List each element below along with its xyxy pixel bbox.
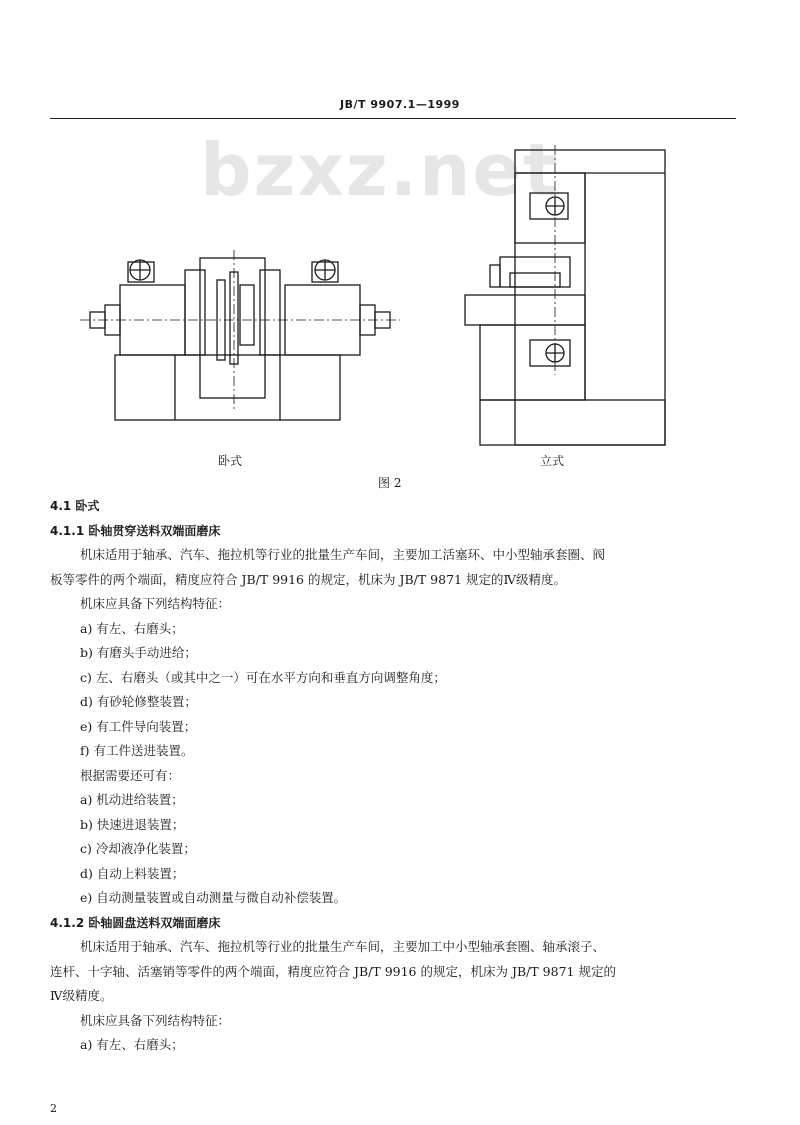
paragraph-line: e) 自动测量装置或自动测量与微自动补偿装置。 <box>80 890 347 905</box>
figure-caption: 图 2 <box>378 476 402 490</box>
watermark: bzxz.net <box>200 128 560 212</box>
paragraph-line: a) 机动进给装置； <box>80 792 184 807</box>
section-heading: 4.1.2 卧轴圆盘送料双端面磨床 <box>50 915 221 930</box>
body-text <box>50 494 740 1058</box>
paragraph-line: d) 有砂轮修整装置； <box>80 694 197 709</box>
header-rule <box>50 118 736 119</box>
paragraph-line: b) 快速进退装置； <box>80 816 185 832</box>
paragraph-line: a) 有左、右磨头； <box>80 1037 184 1052</box>
paragraph-line: 机床适用于轴承、汽车、拖拉机等行业的批量生产车间，主要加工活塞环、中小型轴承套圈、阀 <box>80 547 606 562</box>
section-heading: 4.1.1 卧轴贯穿送料双端面磨床 <box>50 523 221 538</box>
paragraph-line: d) 自动上料装置； <box>80 865 185 881</box>
paragraph-line: 机床应具备下列结构特征： <box>80 1012 231 1028</box>
figure-horizontal-grinder <box>80 250 420 450</box>
paragraph-line: 机床应具备下列结构特征： <box>80 596 231 611</box>
paragraph-line: a) 有左、右磨头； <box>80 620 184 636</box>
figure-vertical-grinder <box>455 145 685 450</box>
paragraph-line: c) 左、右磨头（或其中之一）可在水平方向和垂直方向调整角度； <box>80 669 446 685</box>
figure-right-caption: 立式 <box>540 454 565 468</box>
paragraph-line: c) 冷却液净化装置； <box>80 841 196 856</box>
paragraph-line: f) 有工件送进装置。 <box>80 743 194 758</box>
paragraph-line: 板等零件的两个端面，精度应符合 JB/T 9916 的规定，机床为 JB/T 9871 规定的Ⅳ级精度。 <box>50 571 566 587</box>
paragraph-line: b) 有磨头手动进给； <box>80 645 197 660</box>
page-number: 2 <box>50 1102 57 1115</box>
paragraph-line: Ⅳ级精度。 <box>50 988 113 1003</box>
paragraph-line: e) 有工件导向装置； <box>80 718 197 734</box>
paragraph-line: 连杆、十字轴、活塞销等零件的两个端面，精度应符合 JB/T 9916 的规定，机床为 JB/T 9871 规定的 <box>50 963 616 979</box>
paragraph-line: 机床适用于轴承、汽车、拖拉机等行业的批量生产车间，主要加工中小型轴承套圈、轴承滚子、 <box>80 939 606 954</box>
paragraph-line: 根据需要还可有： <box>80 767 181 783</box>
section-heading: 4.1 卧式 <box>50 499 100 513</box>
figure-left-caption: 卧式 <box>218 454 243 468</box>
page-header: JB/T 9907.1—1999 <box>340 98 460 111</box>
